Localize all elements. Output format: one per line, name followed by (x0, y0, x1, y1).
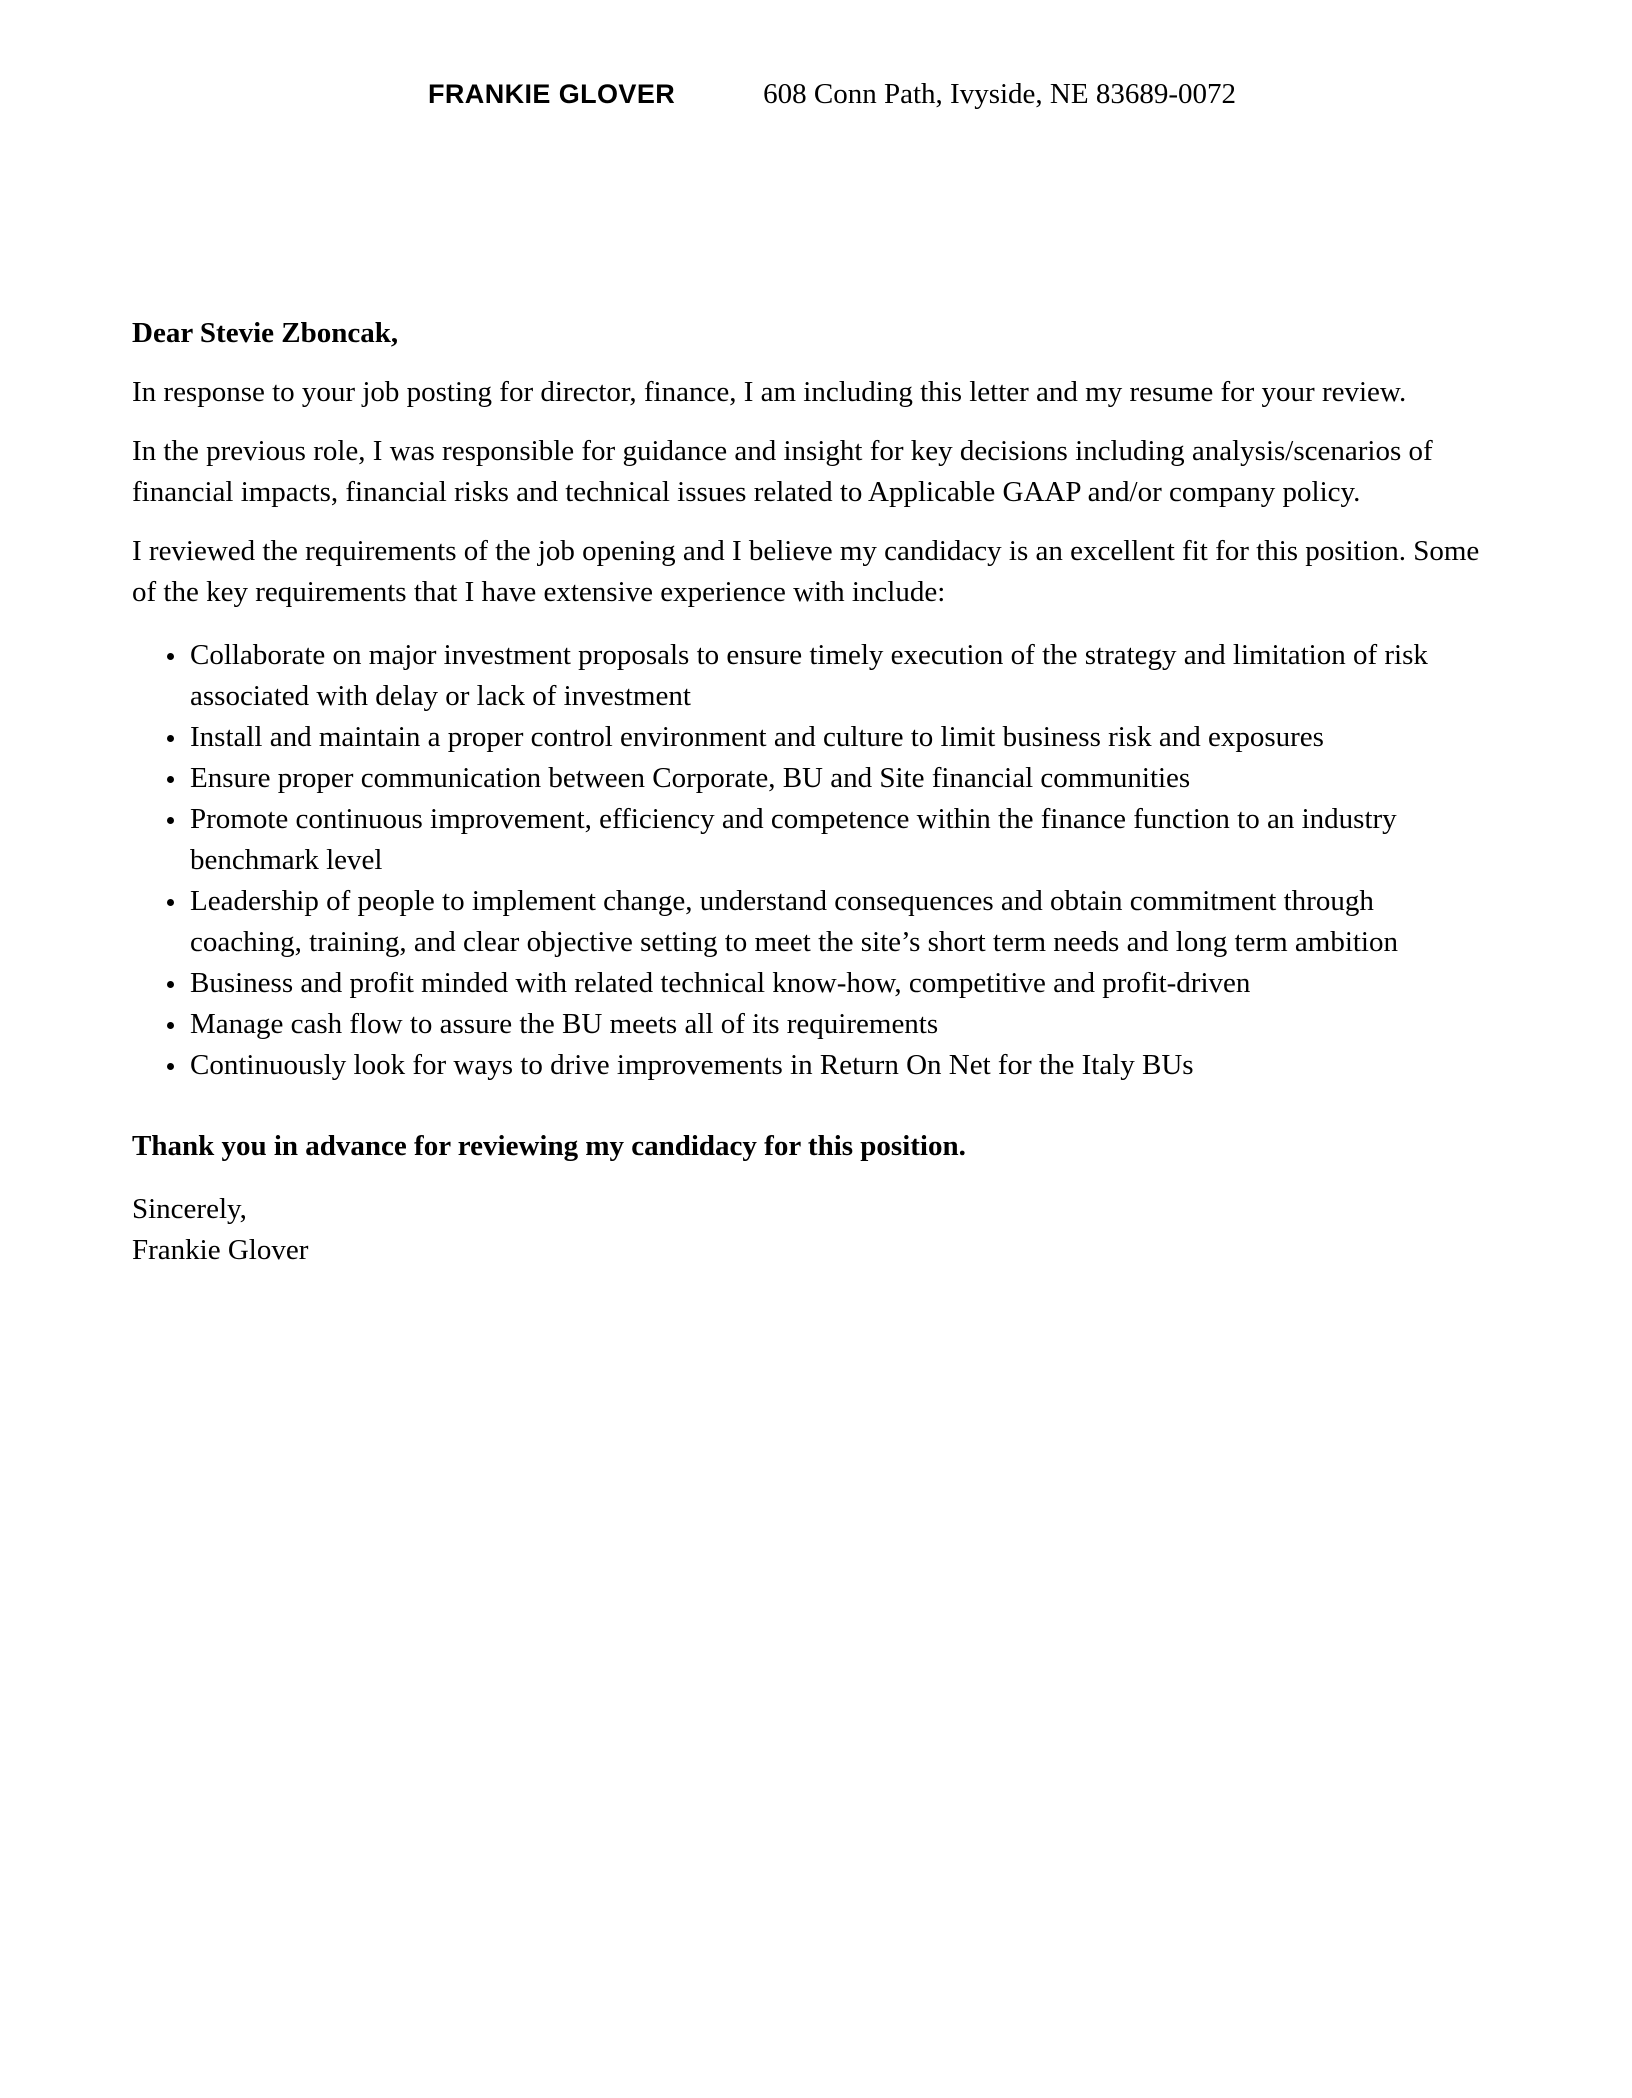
list-item: • Install and maintain a proper control environment and culture to limit business risk and exposures (188, 717, 1492, 758)
closing: Sincerely, (132, 1193, 247, 1225)
list-item: • Business and profit minded with related technical know-how, competitive and profit-driven (188, 963, 1492, 1004)
letterhead-address: 608 Conn Path, Ivyside, NE 83689-0072 (763, 78, 1236, 110)
paragraph-requirements-lead: I reviewed the requirements of the job opening and I believe my candidacy is an excellent fit for this position. Some of the key requirements that I have extensive experience with include: (132, 535, 1480, 608)
letterhead (172, 78, 1492, 111)
list-item: • Continuously look for ways to drive improvements in Return On Net for the Italy BUs (188, 1045, 1492, 1086)
list-item: • Ensure proper communication between Corporate, BU and Site financial communities (188, 758, 1492, 799)
list-item: • Collaborate on major investment proposals to ensure timely execution of the strategy and limitation of risk associated with delay or lack of investment (188, 635, 1492, 717)
list-item: • Manage cash flow to assure the BU meets all of its requirements (188, 1004, 1492, 1045)
letter-body (132, 313, 1492, 1271)
list-item: • Leadership of people to implement change, understand consequences and obtain commitment through coaching, training, and clear objective setting to meet the site’s short term needs and long term ambition (188, 881, 1492, 963)
list-item: • Promote continuous improvement, efficiency and competence within the finance function to an industry benchmark level (188, 799, 1492, 881)
paragraph-previous-role: In the previous role, I was responsible for guidance and insight for key decisions including analysis/scenarios of financial impacts, financial risks and technical issues related to Applicable GAAP and/or company policy. (132, 435, 1433, 508)
salutation: Dear Stevie Zboncak, (132, 317, 399, 349)
letterhead-name: FRANKIE GLOVER (428, 79, 676, 109)
signature-name: Frankie Glover (132, 1234, 309, 1266)
closing-block (132, 1189, 1492, 1271)
paragraph-intro: In response to your job posting for director, finance, I am including this letter and my resume for your review. (132, 376, 1407, 408)
requirements-list (132, 635, 1492, 1086)
thank-you-note: Thank you in advance for reviewing my candidacy for this position. (132, 1130, 966, 1162)
